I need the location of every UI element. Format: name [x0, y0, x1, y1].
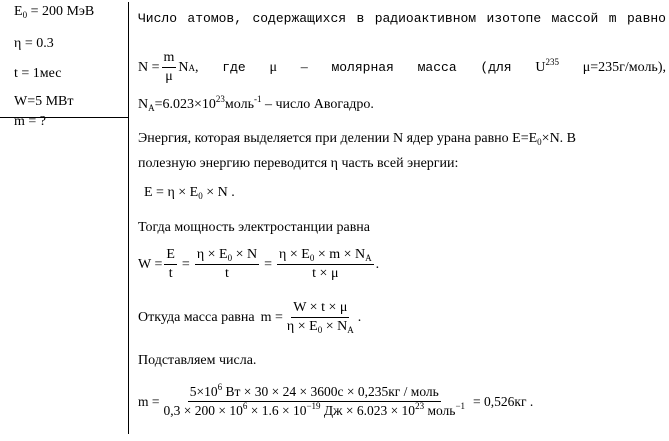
given-efficiency: η = 0.3 [14, 36, 54, 51]
final-formula [138, 384, 533, 419]
equals-sign: = [181, 256, 190, 272]
final-lhs: m = [138, 393, 160, 409]
avogadro-exponent: 23 [215, 94, 225, 104]
molar-mass-value: μ=235г/моль), [582, 59, 666, 75]
w-fraction-3 [277, 247, 374, 282]
fraction-numerator: E [164, 247, 177, 265]
substitute-line: Подставляем числа. [138, 353, 257, 368]
formula-n-main: N = $\frac{m}{\mu}$ N A , [138, 50, 199, 84]
intro-word: в [356, 11, 365, 26]
fraction-denominator: μ [165, 69, 173, 84]
where-word: μ [269, 59, 277, 75]
intro-word: радиоактивном [374, 11, 477, 26]
energy-subscript: 0 [537, 137, 542, 147]
power-intro: Тогда мощность электростанции равна [138, 220, 371, 235]
denominator-subscript: A [347, 325, 354, 335]
avogadro-n: N [138, 97, 149, 112]
denominator-exponent: 6 [242, 401, 248, 411]
numerator-part: η × E [279, 247, 310, 262]
numerator-part: 5×10 [189, 384, 218, 399]
formula-n-fraction [162, 50, 177, 85]
denominator-exponent: −19 [306, 401, 321, 411]
energy-tail: ×N. В [541, 131, 577, 146]
intro-word: атомов, [187, 11, 243, 26]
intro-word: m [608, 11, 617, 26]
numerator-part: × m × N [314, 247, 366, 262]
given-energy [14, 4, 94, 20]
final-fraction [162, 384, 468, 419]
m-fraction [285, 300, 356, 335]
e-formula [144, 184, 235, 202]
e-formula-left: E = η × E [144, 185, 199, 200]
avogadro-line [138, 96, 374, 114]
formula-n-lhs: N = [138, 59, 160, 75]
denominator-exponent: −1 [455, 401, 466, 411]
fraction-numerator [195, 247, 259, 265]
numerator-subscript: 0 [227, 253, 233, 263]
denominator-part: × N [322, 319, 348, 334]
denominator-part: η × E [286, 319, 318, 334]
intro-word: равно [626, 11, 666, 26]
denominator-part: 0,3 × 200 × 10 [163, 403, 243, 418]
numerator-exponent: 6 [217, 382, 223, 392]
given-time: t = 1мес [14, 66, 62, 81]
numerator-part: Вт × 30 × 24 × 3600с × 0,235кг / моль [222, 384, 439, 399]
formula-n [138, 50, 666, 85]
where-word: (для [480, 60, 512, 75]
intro-word: массой [551, 11, 599, 26]
m-formula [138, 300, 361, 335]
w-formula [138, 247, 379, 282]
column-divider [128, 2, 129, 434]
mass-intro: Откуда масса равна [138, 309, 255, 325]
fraction-numerator [188, 384, 441, 402]
energy-text: Энергия, которая выделяется при делении N ядер урана равно E=E [138, 131, 538, 146]
fraction-denominator: t × μ [312, 266, 339, 281]
fraction-denominator [285, 318, 356, 335]
period: . [357, 309, 362, 325]
m-formula-lhs: m = [260, 309, 283, 325]
avogadro-n-sub: A [148, 103, 155, 113]
intro-line [138, 10, 666, 28]
energy-line-1 [138, 130, 576, 148]
denominator-part: Дж × 6.023 × 10 [320, 403, 416, 418]
denominator-part: × 1.6 × 10 [247, 403, 307, 418]
denominator-subscript: 0 [317, 325, 323, 335]
final-result: = 0,526кг . [473, 393, 534, 409]
numerator-subscript: A [365, 253, 372, 263]
fraction-denominator [162, 402, 468, 419]
e-formula-right: × N . [202, 185, 235, 200]
avogadro-symbol: N [178, 59, 189, 75]
intro-word: содержащихся [252, 11, 347, 26]
where-word: масса [417, 60, 457, 75]
where-word: – [300, 59, 308, 75]
where-word: где [222, 60, 246, 75]
fraction-numerator: m [162, 50, 177, 68]
where-word: молярная [331, 60, 394, 75]
period: . [375, 256, 380, 272]
intro-word: изотопе [486, 11, 542, 26]
find-mass: m = ? [14, 114, 46, 129]
w-formula-lhs: W = [138, 256, 163, 272]
given-column [0, 0, 130, 441]
w-fraction-2 [195, 247, 259, 282]
intro-word: Число [138, 11, 178, 26]
uranium-symbol: U [535, 59, 546, 75]
uranium-isotope [535, 56, 559, 76]
avogadro-description: – число Авогадро. [261, 97, 374, 112]
given-energy-symbol: E [14, 4, 23, 19]
fraction-denominator: t [168, 266, 173, 281]
given-energy-value: = 200 МэВ [27, 4, 95, 19]
denominator-exponent: 23 [415, 401, 425, 411]
comma: , [195, 59, 199, 75]
avogadro-value: =6.023×10 [154, 97, 216, 112]
fraction-denominator: t [225, 266, 229, 281]
e-formula-subscript: 0 [198, 191, 203, 201]
w-fraction-1 [164, 247, 177, 282]
equals-sign: = [264, 256, 273, 272]
numerator-part: η × E [196, 247, 228, 262]
given-energy-subscript: 0 [22, 10, 28, 20]
denominator-part: моль [424, 403, 456, 418]
fraction-numerator [277, 247, 374, 265]
given-power: W=5 МВт [14, 94, 74, 109]
numerator-part: × N [232, 247, 258, 262]
uranium-mass-number: 235 [545, 56, 559, 67]
energy-line-2: полезную энергию переводится η часть всей энергии: [138, 156, 459, 171]
avogadro-unit: моль [224, 97, 254, 112]
avogadro-unit-exponent: -1 [253, 94, 262, 104]
fraction-numerator: W × t × μ [291, 300, 349, 318]
numerator-subscript: 0 [309, 253, 315, 263]
solution-text [138, 0, 666, 441]
